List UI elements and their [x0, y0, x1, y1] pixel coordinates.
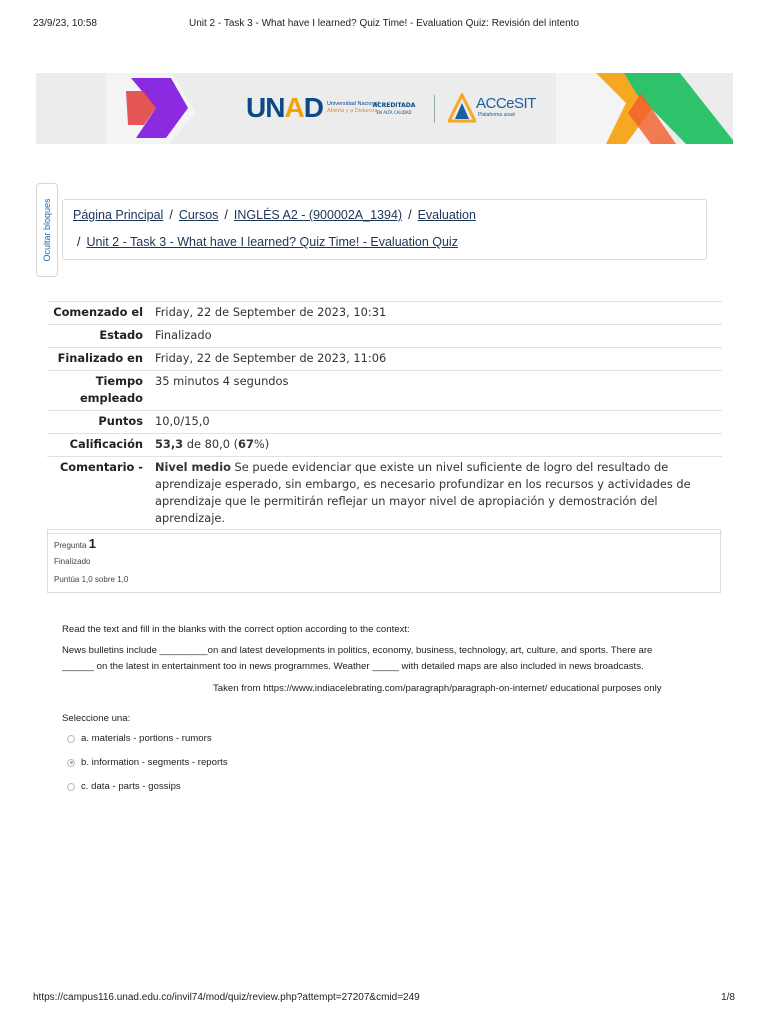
question-number: Pregunta 1 — [54, 536, 96, 551]
radio-button[interactable] — [67, 735, 75, 743]
summary-label: Comenzado el — [53, 305, 143, 319]
breadcrumb-separator: / — [224, 208, 228, 222]
accesit-subtitle: Plataforma unad — [478, 112, 515, 118]
question-text-line1: News bulletins include _________on and latest developments in politics, economy, business, technology, art, culture, and sports. There are — [62, 645, 653, 656]
summary-value: 10,0/15,0 — [155, 414, 210, 428]
summary-value: Finalizado — [155, 328, 212, 342]
question-state: Finalizado — [54, 557, 91, 566]
option-label: c. data - parts - gossips — [81, 781, 181, 792]
answer-prompt: Seleccione una: — [62, 713, 131, 724]
summary-value: 35 minutos 4 segundos — [155, 374, 289, 388]
summary-row — [47, 371, 722, 411]
summary-row — [47, 411, 722, 434]
breadcrumb-course-link[interactable]: INGLÉS A2 - (900002A_1394) — [233, 208, 403, 222]
summary-row-comment — [47, 457, 722, 534]
summary-row — [47, 325, 722, 348]
question-grade: Puntúa 1,0 sobre 1,0 — [54, 575, 129, 584]
summary-label: Puntos — [98, 414, 143, 428]
print-page-number: 1/8 — [721, 992, 735, 1003]
print-title: Unit 2 - Task 3 - What have I learned? Quiz Time! - Evaluation Quiz: Revisión del intento — [189, 18, 579, 29]
breadcrumb-separator: / — [169, 208, 173, 222]
summary-label: Tiempo empleado — [79, 374, 143, 405]
breadcrumb-courses-link[interactable]: Cursos — [178, 208, 219, 222]
logo-divider — [434, 95, 435, 123]
summary-label: Finalizado en — [57, 351, 143, 365]
grade-label: Calificación — [69, 437, 143, 451]
option-label: a. materials - portions - rumors — [81, 733, 212, 744]
answer-option-b[interactable] — [67, 757, 228, 768]
breadcrumb-separator: / — [408, 208, 412, 222]
unad-logo — [246, 91, 379, 125]
breadcrumb-evaluation-link[interactable]: Evaluation — [417, 208, 476, 222]
answer-option-a[interactable] — [67, 733, 212, 744]
breadcrumb-quiz-link[interactable]: Unit 2 - Task 3 - What have I learned? Quiz Time! - Evaluation Quiz — [86, 235, 458, 249]
accreditation-seal: ACREDITADA EN ALTA CALIDAD — [372, 102, 416, 115]
breadcrumb — [62, 199, 707, 260]
option-label: b. information - segments - reports — [81, 757, 228, 768]
answer-option-c[interactable] — [67, 781, 181, 792]
summary-row — [47, 302, 722, 325]
unad-wordmark: UNAD — [246, 92, 323, 123]
summary-label: Estado — [99, 328, 143, 342]
question-source: Taken from https://www.indiacelebrating.com/paragraph/paragraph-on-internet/ educational purposes only — [213, 683, 662, 694]
print-datetime: 23/9/23, 10:58 — [33, 18, 97, 29]
radio-button[interactable] — [67, 783, 75, 791]
breadcrumb-home-link[interactable]: Página Principal — [73, 208, 164, 222]
grade-value: 53,3 de 80,0 (67%) — [155, 437, 270, 451]
unad-fullname: Universidad Nacional Abierta y a Distancia — [326, 101, 379, 114]
hide-blocks-tab[interactable] — [36, 183, 58, 277]
print-url: https://campus116.unad.edu.co/invil74/mod/quiz/review.php?attempt=27207&cmid=249 — [33, 992, 420, 1003]
comment-value: Nivel medio Se puede evidenciar que existe un nivel suficiente de logro del resultado de aprendizaje esperado, sin embargo, es necesario profundizar en los recursos y actividades de aprendizaje que le permitirán reflejar un mayor nivel de apropiación y demostración del aprendizaje. — [155, 460, 691, 525]
site-banner — [36, 73, 733, 144]
breadcrumb-separator: / — [77, 235, 81, 249]
attempt-summary-table — [47, 301, 722, 534]
comment-label: Comentario - — [59, 460, 143, 474]
summary-row-grade — [47, 434, 722, 457]
hide-blocks-label: Ocultar bloques — [42, 198, 52, 262]
summary-row — [47, 348, 722, 371]
accesit-wordmark: ACCeSIT — [476, 95, 536, 112]
question-info — [47, 529, 721, 593]
summary-value: Friday, 22 de September de 2023, 11:06 — [155, 351, 387, 365]
question-instruction: Read the text and fill in the blanks with the correct option according to the context: — [62, 624, 410, 635]
summary-value: Friday, 22 de September de 2023, 10:31 — [155, 305, 387, 319]
radio-button-selected[interactable] — [67, 759, 75, 767]
accesit-triangle-icon — [448, 93, 476, 123]
question-text-line2: ______ on the latest in entertainment too in news programmes. Weather _____ with detailed maps are also included in news broadcasts. — [62, 661, 644, 672]
